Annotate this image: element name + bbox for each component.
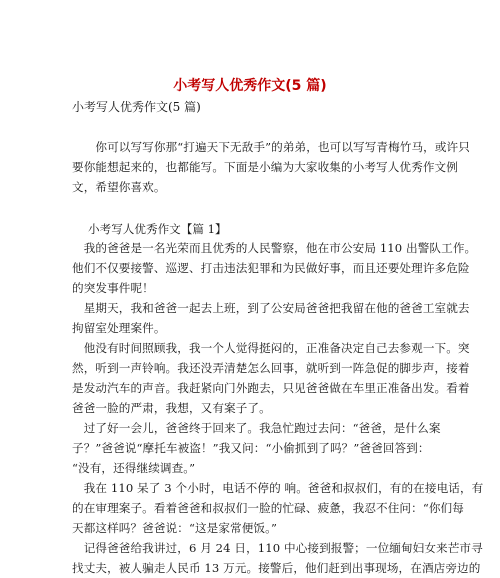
- body-line: 的在审理案子。看着爸爸和叔叔们一脸的忙碌、疲惫，我忍不住问：“你们每: [72, 501, 464, 515]
- intro-line: 文，希望你喜欢。: [72, 180, 166, 194]
- body-line: 找丈夫，被人骗走人民币 13 万元。接警后，他们赶到出事现场，在酒店旁边的: [72, 561, 481, 575]
- body-line: 过了好一会儿，爸爸终于回来了。我急忙跑过去问：“爸爸，是什么案: [72, 421, 441, 435]
- document-title: 小考写人优秀作文(5 篇): [173, 78, 327, 94]
- body-line: 子？”爸爸说“摩托车被盗！”我又问：“小偷抓到了吗？”爸爸回答到：: [72, 441, 430, 455]
- body-line: 爸爸一脸的严肃，我想，又有案子了。: [72, 401, 271, 415]
- body-line: 的突发事件呢！: [72, 281, 154, 295]
- body-line: 拘留室处理案件。: [72, 321, 166, 335]
- body-line: 记得爸爸给我讲过，6 月 24 日，110 中心接到报警；一位缅甸妇女来芒市寻: [72, 541, 483, 555]
- section-heading: 小考写人优秀作文【篇 1】: [88, 222, 227, 236]
- body-line: “没有，还得继续调查。”: [72, 461, 196, 475]
- intro-line: 你可以写写你那“打遍天下无敌手”的弟弟，也可以写写青梅竹马，或许只: [72, 140, 470, 154]
- body-line: 是发动汽车的声音。我赶紧向门外跑去，只见爸爸做在车里正准备出发。看着: [72, 381, 470, 395]
- body-line: 天都这样吗？爸爸说：“这是家常便饭。”: [72, 521, 278, 535]
- intro-paragraph: [72, 137, 470, 197]
- intro-line: 要你能想起来的，也都能写。下面是小编为大家收集的小考写人优秀作文例: [72, 160, 458, 174]
- body-line: 我在 110 呆了 3 个小时，电话不停的 响。爸爸和叔叔们，有的在接电话，有: [72, 481, 484, 495]
- body-line: 他们不仅要接警、巡逻、打击违法犯罪和为民做好事，而且还要处理许多危险: [72, 261, 470, 275]
- body-line: 然，听到一声铃响。我还没弄清楚怎么回事，就听到一阵急促的脚步声，接着: [72, 361, 470, 375]
- body-line: 他没有时间照顾我，我一个人觉得挺闷的，正准备决定自己去参观一下。突: [72, 341, 470, 355]
- essay-body: [72, 238, 484, 578]
- document-subtitle: 小考写人优秀作文(5 篇): [72, 100, 201, 114]
- body-line: 我的爸爸是一名光荣而且优秀的人民警察，他在市公安局 110 出警队工作。: [72, 241, 477, 255]
- body-line: 星期天，我和爸爸一起去上班，到了公安局爸爸把我留在他的爸爸工室就去: [72, 301, 470, 315]
